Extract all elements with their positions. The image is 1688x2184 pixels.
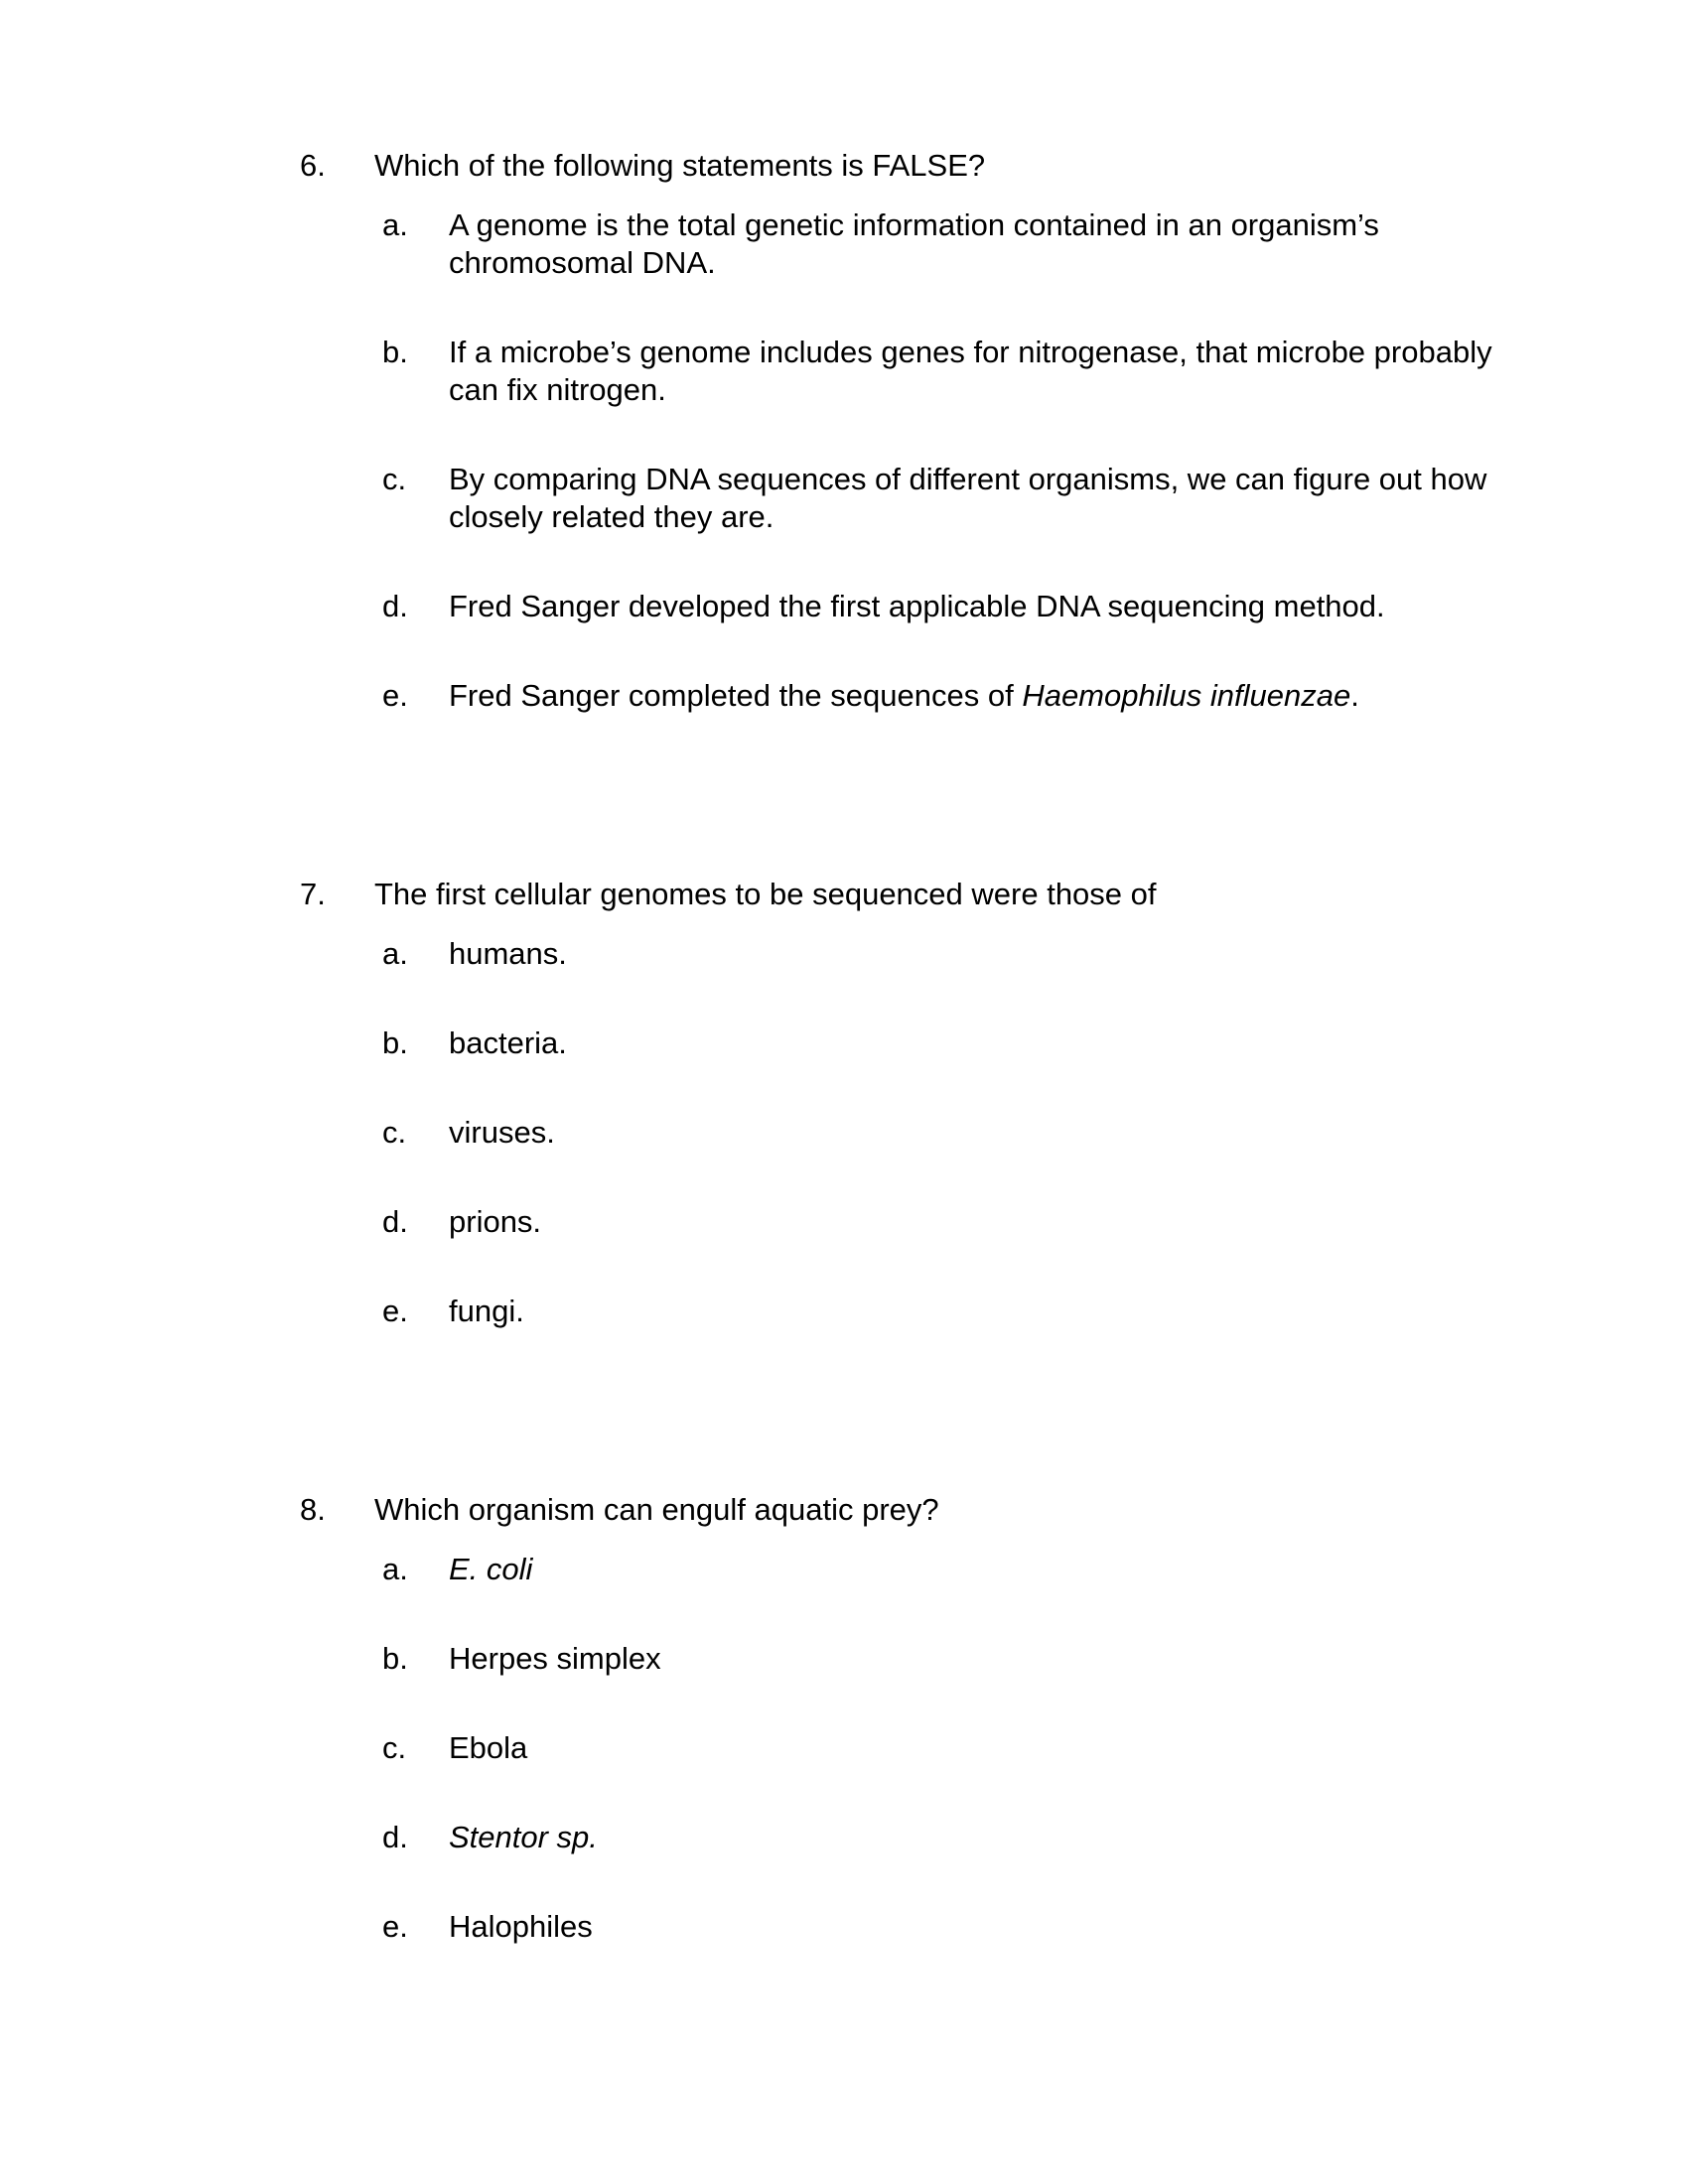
option-row <box>382 677 1648 715</box>
option-text-line <box>449 1729 527 1767</box>
option-row <box>382 1640 1648 1678</box>
option-text-line <box>449 244 1379 282</box>
option-row <box>382 1551 1648 1588</box>
option-text-line <box>449 1024 567 1062</box>
question-header <box>300 876 1648 913</box>
option-text <box>449 1203 541 1241</box>
option-letter: b. <box>382 335 408 369</box>
question-number: 7. <box>300 877 326 911</box>
question-header <box>300 1491 1648 1529</box>
option-letter: d. <box>382 1820 408 1854</box>
option-text <box>449 1114 555 1152</box>
option-row <box>382 1729 1648 1767</box>
option-text-segment: closely related they are. <box>449 499 774 534</box>
options-list <box>382 206 1648 715</box>
option-text-segment: can fix nitrogen. <box>449 372 666 407</box>
option-text <box>449 1640 661 1678</box>
option-text-segment: viruses. <box>449 1115 555 1150</box>
option-letter: a. <box>382 936 408 971</box>
option-letter: d. <box>382 1204 408 1239</box>
questions <box>300 147 1648 1946</box>
option-text <box>449 1293 524 1330</box>
option-text <box>449 461 1486 536</box>
option-row <box>382 1024 1648 1062</box>
option-text <box>449 1551 532 1588</box>
option-row <box>382 588 1648 625</box>
question-6 <box>300 147 1648 715</box>
question-text: Which of the following statements is FALSE? <box>374 148 986 183</box>
option-row <box>382 461 1648 536</box>
option-text-line <box>449 498 1486 536</box>
option-text-segment: prions. <box>449 1204 542 1239</box>
option-row <box>382 1908 1648 1946</box>
option-row <box>382 935 1648 973</box>
option-text-segment: bacteria. <box>449 1025 567 1060</box>
option-text-italic-segment: Stentor sp. <box>449 1820 598 1854</box>
option-text <box>449 1908 593 1946</box>
option-row <box>382 1203 1648 1241</box>
option-text-line <box>449 1203 541 1241</box>
option-text <box>449 1024 567 1062</box>
question-7 <box>300 876 1648 1330</box>
option-row <box>382 334 1648 409</box>
option-text-segment: A genome is the total genetic information contained in an organism’s <box>449 207 1379 242</box>
option-text-segment: Fred Sanger developed the first applicable DNA sequencing method. <box>449 589 1385 623</box>
option-text-line <box>449 677 1359 715</box>
option-letter: c. <box>382 1730 407 1765</box>
option-text <box>449 1819 598 1856</box>
option-letter: a. <box>382 1552 408 1586</box>
question-8 <box>300 1491 1648 1946</box>
option-text-segment: fungi. <box>449 1294 524 1328</box>
options-list <box>382 935 1648 1330</box>
option-text-segment: Halophiles <box>449 1909 593 1944</box>
option-text-line <box>449 1551 532 1588</box>
option-text-line <box>449 461 1486 498</box>
option-letter: c. <box>382 1115 407 1150</box>
option-text-line <box>449 206 1379 244</box>
option-text-segment: humans. <box>449 936 567 971</box>
options-list <box>382 1551 1648 1946</box>
option-row <box>382 206 1648 282</box>
option-text-segment: Fred Sanger completed the sequences of <box>449 678 1023 713</box>
option-text-line <box>449 1908 593 1946</box>
option-row <box>382 1293 1648 1330</box>
option-text-line <box>449 588 1385 625</box>
option-text-line <box>449 371 1492 409</box>
option-text-italic-segment: Haemophilus influenzae <box>1022 678 1351 713</box>
option-letter: e. <box>382 678 408 713</box>
option-text-segment: . <box>1350 678 1359 713</box>
option-text <box>449 334 1492 409</box>
option-text-line <box>449 1114 555 1152</box>
option-letter: b. <box>382 1025 408 1060</box>
option-row <box>382 1819 1648 1856</box>
question-text: Which organism can engulf aquatic prey? <box>374 1492 939 1527</box>
option-text <box>449 206 1379 282</box>
option-letter: d. <box>382 589 408 623</box>
question-number: 8. <box>300 1492 326 1527</box>
option-text-segment: If a microbe’s genome includes genes for nitrogenase, that microbe probably <box>449 335 1492 369</box>
option-text-line <box>449 1640 661 1678</box>
option-text-line <box>449 1819 598 1856</box>
option-letter: b. <box>382 1641 408 1676</box>
option-letter: c. <box>382 462 407 496</box>
option-row <box>382 1114 1648 1152</box>
option-text <box>449 935 567 973</box>
option-text-segment: By comparing DNA sequences of different organisms, we can figure out how <box>449 462 1487 496</box>
question-header <box>300 147 1648 185</box>
option-text <box>449 588 1385 625</box>
question-number: 6. <box>300 148 326 183</box>
option-text-segment: Herpes simplex <box>449 1641 661 1676</box>
option-text-segment: chromosomal DNA. <box>449 245 716 280</box>
option-text-line <box>449 1293 524 1330</box>
option-letter: e. <box>382 1909 408 1944</box>
option-letter: a. <box>382 207 408 242</box>
option-text <box>449 1729 527 1767</box>
option-letter: e. <box>382 1294 408 1328</box>
option-text-line <box>449 935 567 973</box>
option-text-line <box>449 334 1492 371</box>
option-text <box>449 677 1359 715</box>
option-text-segment: Ebola <box>449 1730 528 1765</box>
option-text-italic-segment: E. coli <box>449 1552 533 1586</box>
question-text: The first cellular genomes to be sequenced were those of <box>374 877 1157 911</box>
